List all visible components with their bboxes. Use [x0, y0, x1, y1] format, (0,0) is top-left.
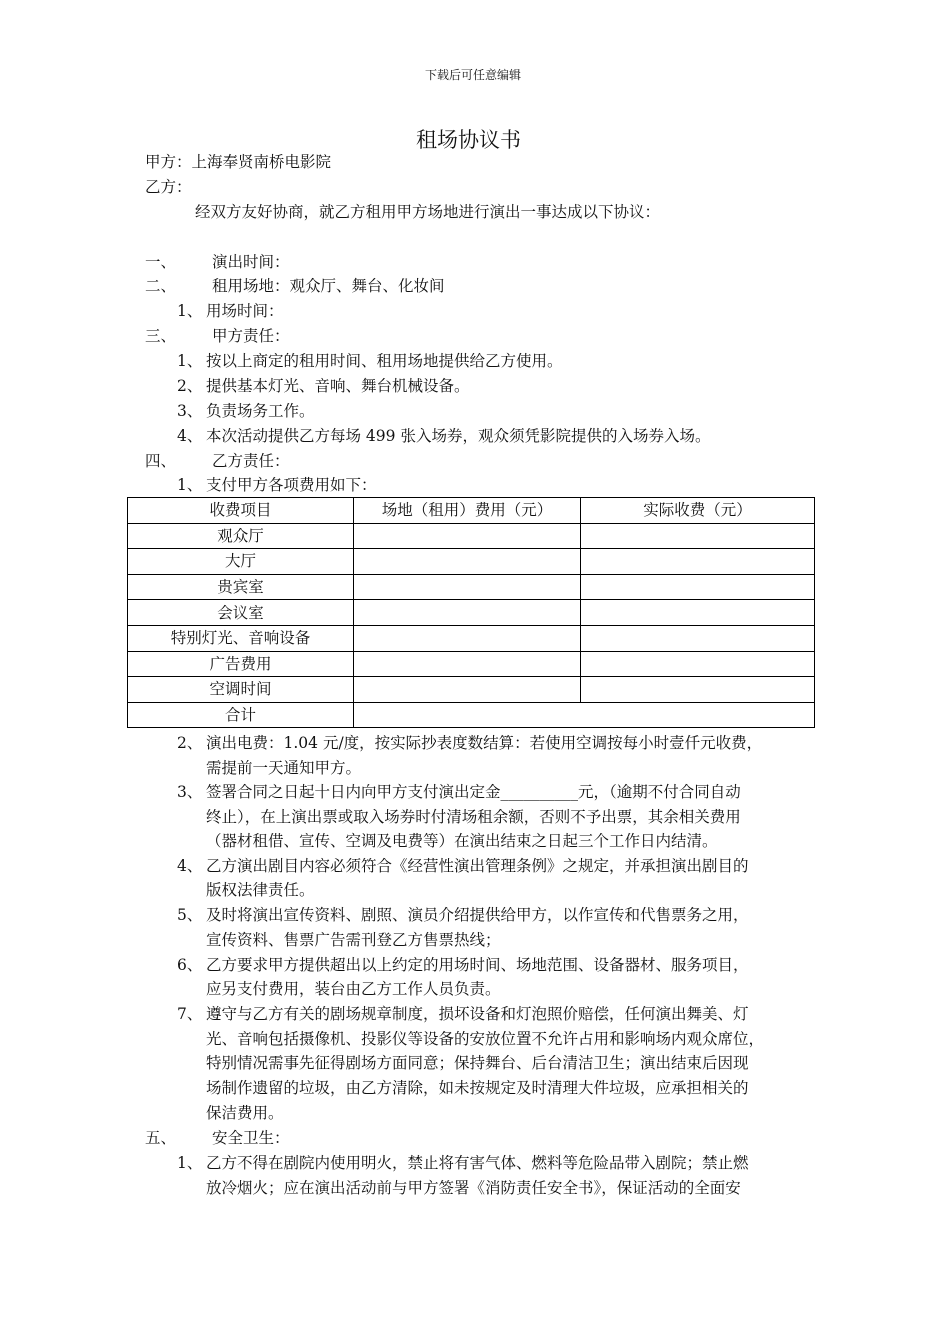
- party-b: 乙方：: [145, 178, 192, 196]
- section-5-item-line: 放冷烟火；应在演出活动前与甲方签署《消防责任安全书》，保证活动的全面安: [206, 1179, 741, 1197]
- section-4-item-line: 应另支付费用，装台由乙方工作人员负责。: [206, 980, 501, 998]
- actual-fee-cell[interactable]: [581, 523, 815, 549]
- section-1-heading: 演出时间：: [212, 253, 290, 271]
- section-4-item-line: 宣传资料、售票广告需刊登乙方售票热线；: [206, 931, 501, 949]
- rental-fee-cell[interactable]: [354, 625, 581, 651]
- table-header-cell: 收费项目: [128, 498, 354, 524]
- section-3-item-text: 按以上商定的租用时间、租用场地提供给乙方使用。: [206, 352, 563, 370]
- section-4-item-number: 3、: [177, 783, 203, 801]
- section-4-item-number: 6、: [177, 956, 203, 974]
- section-4-item-number: 1、: [177, 476, 203, 494]
- rental-fee-cell[interactable]: [354, 651, 581, 677]
- section-4-item-line: 演出电费：1.04 元/度，按实际抄表度数结算：若使用空调按每小时壹仟元收费，: [206, 734, 763, 752]
- table-row: [128, 523, 815, 549]
- section-4-item-number: 5、: [177, 906, 203, 924]
- table-header-cell: 场地（租用）费用（元）: [354, 498, 581, 524]
- total-label: 合计: [128, 702, 354, 728]
- fee-item-label: 广告费用: [128, 651, 354, 677]
- section-5-number: 五、: [145, 1129, 177, 1147]
- total-value-cell[interactable]: [354, 702, 815, 728]
- table-header-row: [128, 498, 815, 524]
- section-5-heading: 安全卫生：: [212, 1129, 290, 1147]
- section-3-item-text: 负责场务工作。: [206, 402, 315, 420]
- section-4-item-line: 及时将演出宣传资料、剧照、演员介绍提供给甲方，以作宣传和代售票务之用，: [206, 906, 749, 924]
- intro-paragraph: 经双方友好协商，就乙方租用甲方场地进行演出一事达成以下协议：: [195, 203, 661, 221]
- fee-item-label: 会议室: [128, 600, 354, 626]
- fee-table: [127, 497, 815, 728]
- fee-item-label: 空调时间: [128, 677, 354, 703]
- section-4-item-number: 7、: [177, 1005, 203, 1023]
- table-row: [128, 549, 815, 575]
- table-row: [128, 574, 815, 600]
- section-4-item-line: （器材租借、宣传、空调及电费等）在演出结束之日起三个工作日内结清。: [206, 832, 718, 850]
- section-4-item-line: 特别情况需事先征得剧场方面同意；保持舞台、后台清洁卫生；演出结束后因现: [206, 1054, 749, 1072]
- section-5-item-line: 乙方不得在剧院内使用明火，禁止将有害气体、燃料等危险品带入剧院；禁止燃: [206, 1154, 749, 1172]
- table-row: [128, 625, 815, 651]
- actual-fee-cell[interactable]: [581, 600, 815, 626]
- section-2-heading: 租用场地：观众厅、舞台、化妆间: [212, 277, 445, 295]
- section-4-item-line: 场制作遗留的垃圾，由乙方清除，如未按规定及时清理大件垃圾，应承担相关的: [206, 1079, 749, 1097]
- document-title: 租场协议书: [416, 128, 521, 152]
- fee-item-label: 观众厅: [128, 523, 354, 549]
- actual-fee-cell[interactable]: [581, 651, 815, 677]
- section-4-item-line: 乙方演出剧目内容必须符合《经营性演出管理条例》之规定，并承担演出剧目的: [206, 857, 749, 875]
- table-total-row: [128, 702, 815, 728]
- fee-item-label: 贵宾室: [128, 574, 354, 600]
- table-header-cell: 实际收费（元）: [581, 498, 815, 524]
- section-3-item-text: 提供基本灯光、音响、舞台机械设备。: [206, 377, 470, 395]
- section-4-item-line: 版权法律责任。: [206, 881, 315, 899]
- section-3-item-text: 本次活动提供乙方每场 499 张入场券，观众须凭影院提供的入场券入场。: [206, 427, 711, 445]
- section-4-heading: 乙方责任：: [212, 452, 290, 470]
- actual-fee-cell[interactable]: [581, 677, 815, 703]
- section-4-item-line: 保洁费用。: [206, 1104, 284, 1122]
- fee-item-label: 大厅: [128, 549, 354, 575]
- section-3-item-number: 2、: [177, 377, 203, 395]
- section-4-item-line: 签署合同之日起十日内向甲方支付演出定金__________元，（逾期不付合同自动: [206, 783, 741, 801]
- section-4-item-number: 4、: [177, 857, 203, 875]
- table-row: [128, 677, 815, 703]
- section-4-item-line: 终止），在上演出票或取入场券时付清场租余额，否则不予出票，其余相关费用: [206, 808, 741, 826]
- section-3-item-number: 4、: [177, 427, 203, 445]
- section-4-item-text: 支付甲方各项费用如下：: [206, 476, 377, 494]
- rental-fee-cell[interactable]: [354, 549, 581, 575]
- section-4-number: 四、: [145, 452, 177, 470]
- section-2-item-text: 用场时间：: [206, 302, 284, 320]
- section-3-heading: 甲方责任：: [212, 327, 290, 345]
- actual-fee-cell[interactable]: [581, 549, 815, 575]
- rental-fee-cell[interactable]: [354, 523, 581, 549]
- rental-fee-cell[interactable]: [354, 600, 581, 626]
- section-4-item-line: 光、音响包括摄像机、投影仪等设备的安放位置不允许占用和影响场内观众席位，: [206, 1030, 765, 1048]
- actual-fee-cell[interactable]: [581, 574, 815, 600]
- section-2-number: 二、: [145, 277, 177, 295]
- rental-fee-cell[interactable]: [354, 574, 581, 600]
- section-4-item-line: 遵守与乙方有关的剧场规章制度，损坏设备和灯泡照价赔偿，任何演出舞美、灯: [206, 1005, 749, 1023]
- section-5-item-number: 1、: [177, 1154, 203, 1172]
- section-3-number: 三、: [145, 327, 177, 345]
- party-a: 甲方：上海奉贤南桥电影院: [145, 153, 332, 171]
- section-3-item-number: 3、: [177, 402, 203, 420]
- actual-fee-cell[interactable]: [581, 625, 815, 651]
- section-4-item-number: 2、: [177, 734, 203, 752]
- section-1-number: 一、: [145, 253, 177, 271]
- section-4-item-line: 需提前一天通知甲方。: [206, 759, 362, 777]
- fee-item-label: 特别灯光、音响设备: [128, 625, 354, 651]
- section-2-item-number: 1、: [177, 302, 203, 320]
- table-row: [128, 651, 815, 677]
- section-3-item-number: 1、: [177, 352, 203, 370]
- rental-fee-cell[interactable]: [354, 677, 581, 703]
- header-note: 下载后可任意编辑: [425, 68, 522, 82]
- section-4-item-line: 乙方要求甲方提供超出以上约定的用场时间、场地范围、设备器材、服务项目，: [206, 956, 749, 974]
- table-row: [128, 600, 815, 626]
